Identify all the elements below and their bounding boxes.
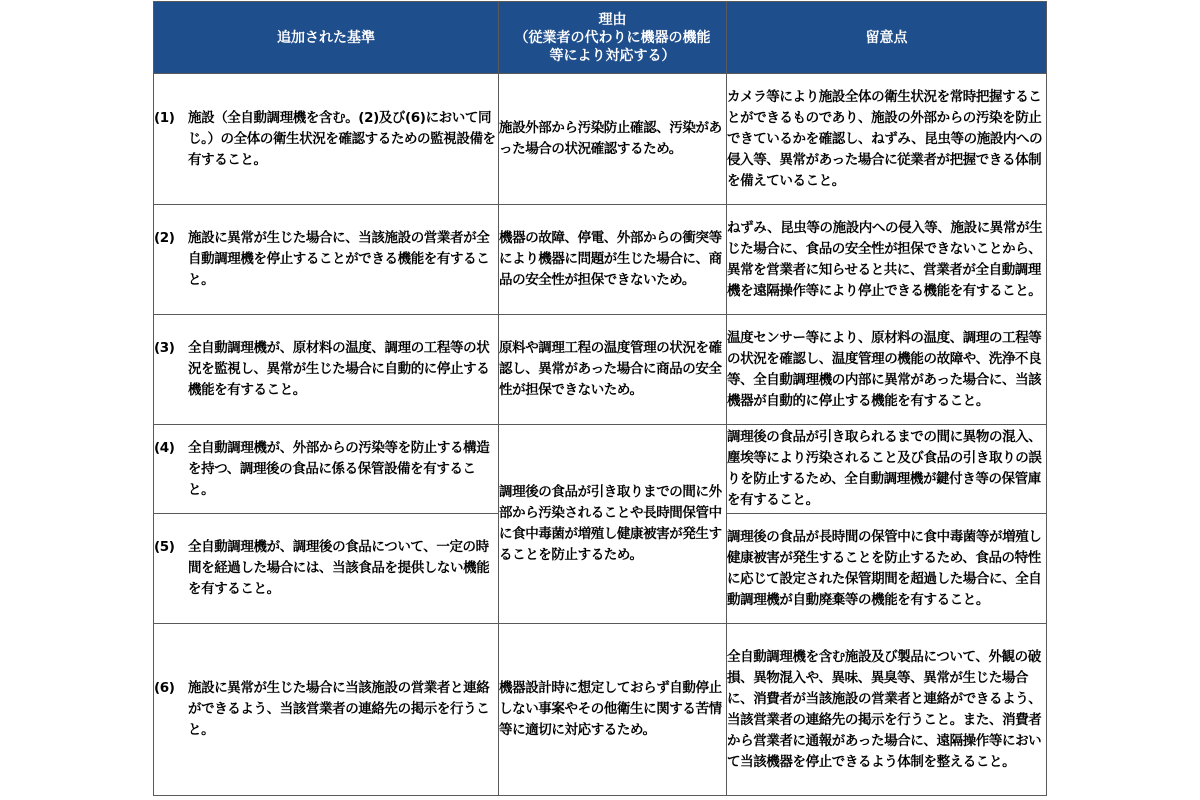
reason-cell xyxy=(499,425,727,624)
reason-text: 調理後の食品が引き取りまでの間に外部から汚染されることや長時間保管中に食中毒菌が増殖し健康被害が発生することを防止するため。 xyxy=(499,484,722,563)
note-text: 温度センサー等により、原材料の温度、調理の工程等の状況を確認し、温度管理の機能の故障や、洗浄不良等、全自動調理機の内部に異常があった場合に、当該機器が自動的に停止する機能を有すること。 xyxy=(727,329,1042,409)
criterion-text: 全自動調理機が、外部からの汚染等を防止する構造を持つ、調理後の食品に係る保管設備を有すること。 xyxy=(188,439,490,498)
criterion-text: 施設に異常が生じた場合に当該施設の営業者と連絡ができるよう、当該営業者の連絡先の掲示を行うこと。 xyxy=(188,680,490,738)
header-notes-label: 留意点 xyxy=(865,29,908,46)
reason-text: 原料や調理工程の温度管理の状況を確認し、異常があった場合に商品の安全性が担保できないため。 xyxy=(499,340,722,398)
criterion-number: (4) xyxy=(154,439,175,456)
criterion-number: (5) xyxy=(154,539,175,555)
reason-cell xyxy=(499,74,727,205)
note-cell xyxy=(727,514,1047,624)
header-reason xyxy=(499,2,727,74)
header-reason-title: 理由 xyxy=(598,11,627,28)
criterion-cell xyxy=(154,315,499,425)
reason-cell xyxy=(499,624,727,796)
header-criteria-label: 追加された基準 xyxy=(277,29,375,46)
note-cell xyxy=(727,74,1047,205)
criterion-cell xyxy=(154,74,499,205)
reason-text: 機器の故障、停電、外部からの衝突等により機器に問題が生じた場合に、商品の安全性が担保できないため。 xyxy=(499,230,722,288)
reason-cell xyxy=(499,205,727,315)
note-text: ねずみ、昆虫等の施設内への侵入等、施設に異常が生じた場合に、食品の安全性が担保できないことから、異常を営業者に知らせると共に、営業者が全自動調理機を遠隔操作等により停止できる機能を有すること。 xyxy=(727,219,1043,299)
note-text: 全自動調理機を含む施設及び製品について、外観の破損、異物混入や、異味、異臭等、異常が生じた場合に、消費者が当該施設の営業者と連絡ができるよう、当該営業者の連絡先の掲示を行うこと。また、消費者から営業者に通報があった場合に、遠隔操作等において当該機器を停止できるよう体制を整えること。 xyxy=(727,648,1042,770)
note-text: 調理後の食品が長時間の保管中に食中毒菌等が増殖し健康被害が発生することを防止するため、食品の特性に応じて設定された保管期間を超過した場合に、全自動調理機が自動廃棄等の機能を有すること。 xyxy=(727,528,1042,608)
criterion-cell xyxy=(154,425,499,514)
criterion-number: (3) xyxy=(154,340,175,356)
criterion-cell xyxy=(154,624,499,796)
criterion-cell xyxy=(154,514,499,624)
criterion-cell xyxy=(154,205,499,315)
note-text: 調理後の食品が引き取られるまでの間に異物の混入、塵埃等により汚染されること及び食品の引き取りの誤りを防止するため、全自動調理機が鍵付き等の保管庫を有すること。 xyxy=(727,429,1042,508)
reason-text: 機器設計時に想定しておらず自動停止しない事案やその他衛生に関する苦情等に適切に対応するため。 xyxy=(499,680,722,738)
criterion-text: 全自動調理機が、調理後の食品について、一定の時間を経過した場合には、当該食品を提供しない機能を有すること。 xyxy=(188,539,490,597)
note-cell xyxy=(727,315,1047,425)
criteria-table xyxy=(153,1,1047,796)
reason-cell xyxy=(499,315,727,425)
criterion-number: (1) xyxy=(154,109,175,126)
note-cell xyxy=(727,425,1047,514)
header-notes xyxy=(727,2,1047,74)
header-reason-subtitle: （従業者の代わりに機器の機能等により対応する） xyxy=(514,29,711,64)
criterion-number: (6) xyxy=(154,680,175,696)
criterion-number: (2) xyxy=(154,230,175,246)
criterion-text: 施設（全自動調理機を含む。(2)及び(6)において同じ。）の全体の衛生状況を確認するための監視設備を有すること。 xyxy=(188,109,496,168)
note-cell xyxy=(727,205,1047,315)
criterion-text: 施設に異常が生じた場合に、当該施設の営業者が全自動調理機を停止することができる機能を有すること。 xyxy=(188,230,490,288)
table-row xyxy=(154,624,1047,796)
header-row xyxy=(154,2,1047,74)
header-criteria xyxy=(154,2,499,74)
criterion-text: 全自動調理機が、原材料の温度、調理の工程等の状況を監視し、異常が生じた場合に自動的に停止する機能を有すること。 xyxy=(188,340,490,398)
table-row xyxy=(154,315,1047,425)
note-cell xyxy=(727,624,1047,796)
reason-text: 施設外部から汚染防止確認、汚染があった場合の状況確認するため。 xyxy=(499,120,722,157)
table-row xyxy=(154,74,1047,205)
table-row xyxy=(154,425,1047,514)
table-row xyxy=(154,205,1047,315)
note-text: カメラ等により施設全体の衛生状況を常時把握することができるものであり、施設の外部からの汚染を防止できているかを確認し、ねずみ、昆虫等の施設内への侵入等、異常があった場合に従業者が把握できる体制を備えていること。 xyxy=(727,88,1043,189)
